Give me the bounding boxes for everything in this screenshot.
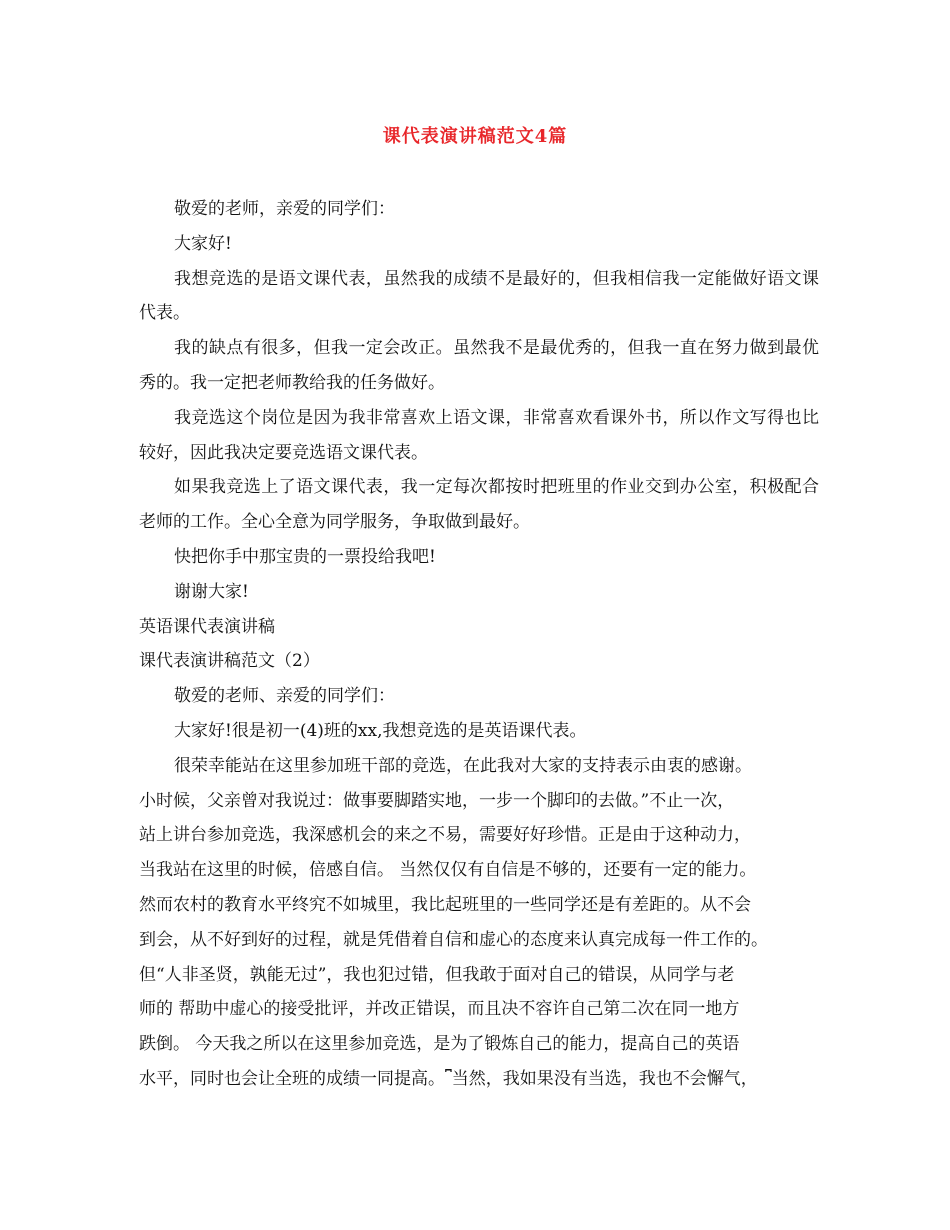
- paragraph-hello: 大家好!: [174, 233, 232, 254]
- paragraph-long-speech: [139, 749, 819, 1097]
- paragraph-promise: 如果我竞选上了语文课代表，我一定每次都按时把班里的作业交到办公室，积极配合老师的工作。全心全意为同学服务，争取做到最好。: [139, 477, 819, 533]
- text-line: 跌倒。 今天我之所以在这里参加竞选，是为了锻炼自己的能力，提高自己的英语: [139, 1034, 740, 1055]
- section-heading-sample-2: 课代表演讲稿范文（2）: [139, 651, 320, 672]
- paragraph-intent: 我想竞选的是语文课代表，虽然我的成绩不是最好的，但我相信我一定能做好语文课代表。: [139, 268, 819, 324]
- text-line: 到会，从不好到好的过程，就是凭借着自信和虚心的态度来认真完成每一件工作的。: [139, 929, 768, 950]
- paragraph-thanks: 谢谢大家!: [174, 581, 249, 602]
- paragraph-shortcomings: 我的缺点有很多，但我一定会改正。虽然我不是最优秀的，但我一直在努力做到最优秀的。我一定把老师教给我的任务做好。: [139, 338, 819, 393]
- paragraph-greeting-2: 敬爱的老师、亲爱的同学们：: [174, 686, 395, 707]
- text-line: 但“人非圣贤，孰能无过”，我也犯过错，但我敢于面对自己的错误，从同学与老: [139, 964, 735, 985]
- paragraph-reason: 我竞选这个岗位是因为我非常喜欢上语文课，非常喜欢看课外书，所以作文写得也比较好，因此我决定要竞选语文课代表。: [139, 407, 819, 463]
- document-body: [139, 192, 819, 1097]
- text-line: 小时候，父亲曾对我说过：做事要脚踏实地，一步一个脚印的去做。”不止一次，: [139, 790, 735, 811]
- text-line: 很荣幸能站在这里参加班干部的竞选，在此我对大家的支持表示由衷的感谢。: [174, 755, 752, 776]
- text-line: 然而农村的教育水平终究不如城里，我比起班里的一些同学还是有差距的。从不会: [139, 894, 751, 915]
- text-line: 水平，同时也会让全班的成绩一同提高。⎴当然，我如果没有当选，我也不会懈气，: [139, 1068, 758, 1089]
- section-heading-english: 英语课代表演讲稿: [139, 616, 275, 637]
- text-line: 师的 帮助中虚心的接受批评，并改正错误，而且决不容许自己第二次在同一地方: [139, 999, 740, 1020]
- text-line: 站上讲台参加竞选，我深感机会的来之不易，需要好好珍惜。正是由于这种动力，: [139, 825, 751, 846]
- text-line: 当我站在这里的时候，倍感自信。 当然仅仅有自信是不够的，还要有一定的能力。: [139, 860, 757, 881]
- document-title: 课代表演讲稿范文4篇: [382, 126, 568, 147]
- paragraph-greeting: 敬爱的老师，亲爱的同学们：: [174, 199, 395, 219]
- paragraph-vote: 快把你手中那宝贵的一票投给我吧!: [174, 546, 436, 567]
- paragraph-hello-2: 大家好!很是初一(4)班的xx,我想竞选的是英语课代表。: [174, 720, 587, 741]
